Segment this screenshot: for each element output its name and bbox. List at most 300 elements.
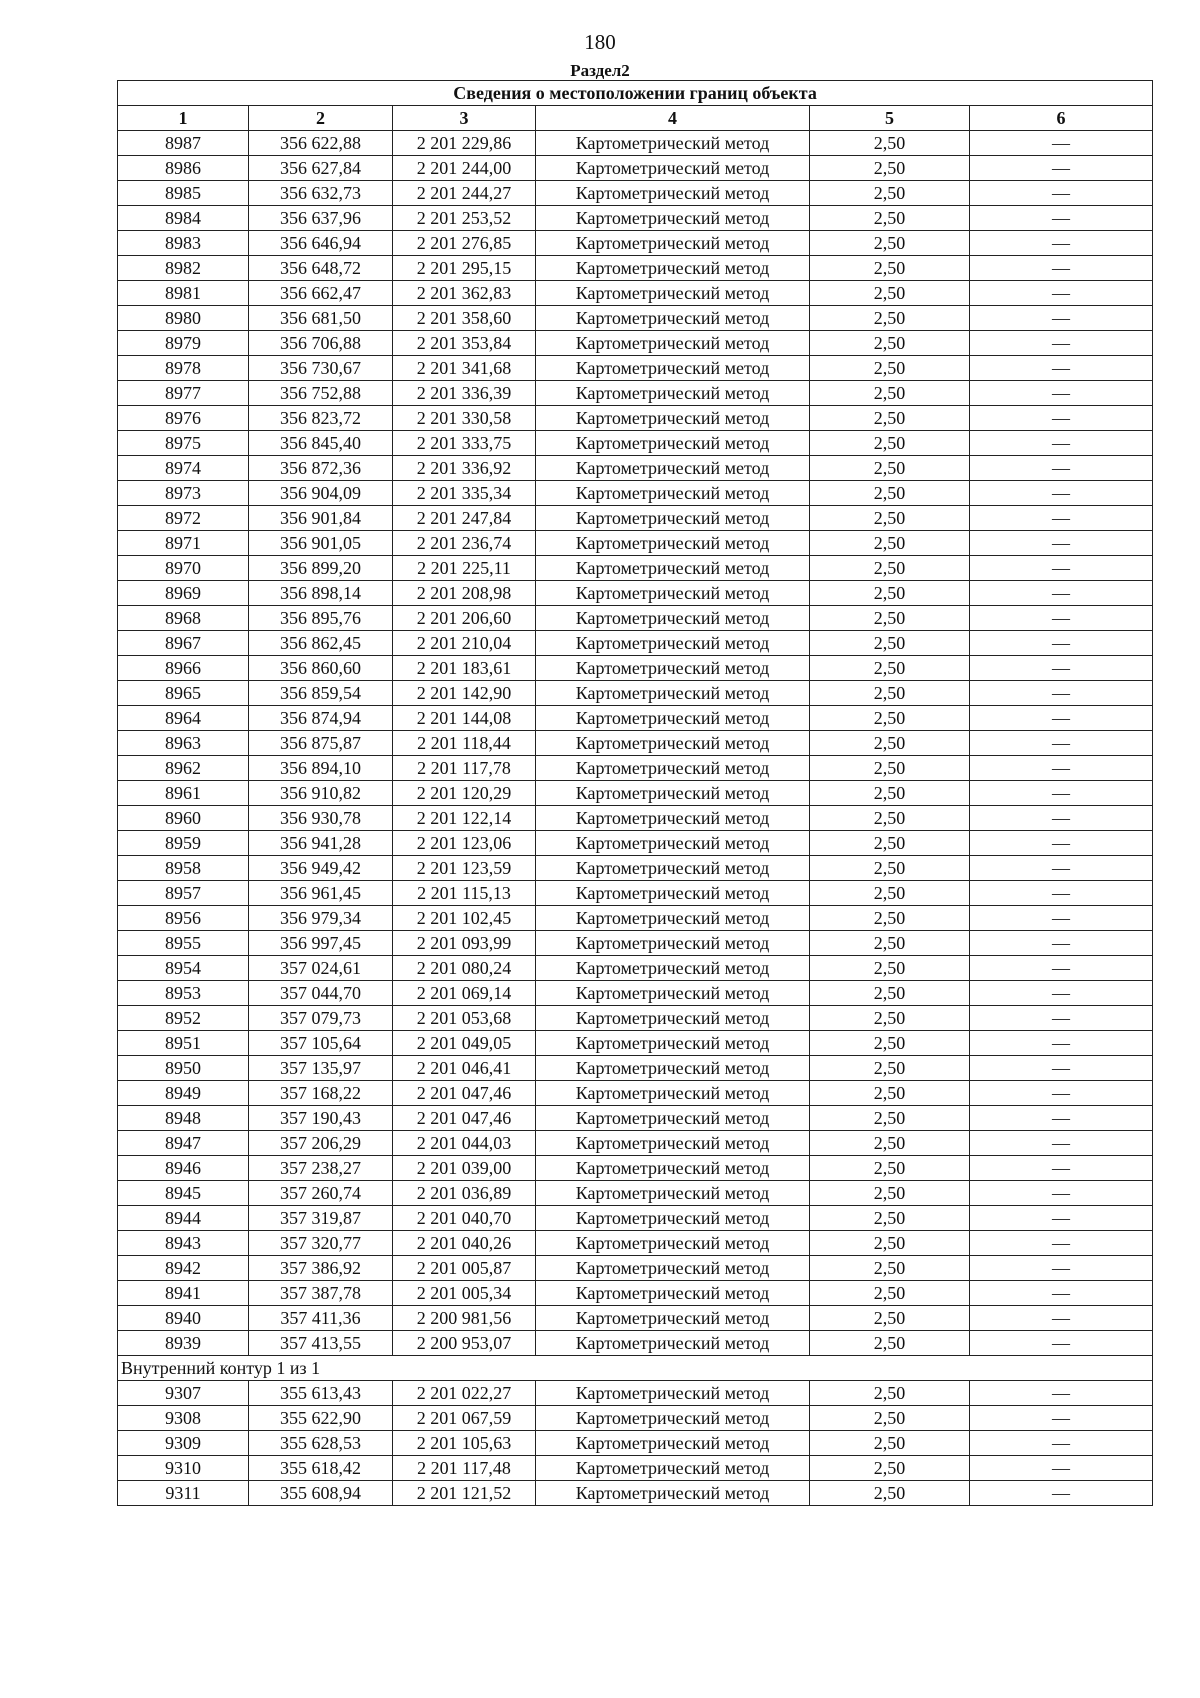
table-row <box>118 1231 1153 1256</box>
x-coordinate-cell: 357 206,29 <box>249 1131 393 1156</box>
inner-contour-body <box>118 1356 1153 1506</box>
x-coordinate-cell: 356 632,73 <box>249 181 393 206</box>
x-coordinate-cell: 357 260,74 <box>249 1181 393 1206</box>
table-row <box>118 1156 1153 1181</box>
method-cell: Картометрический метод <box>536 731 810 756</box>
point-number-cell: 9309 <box>118 1431 249 1456</box>
accuracy-cell: 2,50 <box>810 931 970 956</box>
inner-contour-label: Внутренний контур 1 из 1 <box>118 1356 1153 1381</box>
y-coordinate-cell: 2 201 253,52 <box>393 206 536 231</box>
description-cell: — <box>970 981 1153 1006</box>
point-number-cell: 8957 <box>118 881 249 906</box>
description-cell: — <box>970 831 1153 856</box>
accuracy-cell: 2,50 <box>810 1031 970 1056</box>
x-coordinate-cell: 356 752,88 <box>249 381 393 406</box>
point-number-cell: 8948 <box>118 1106 249 1131</box>
point-number-cell: 8979 <box>118 331 249 356</box>
description-cell: — <box>970 1481 1153 1506</box>
method-cell: Картометрический метод <box>536 1131 810 1156</box>
x-coordinate-cell: 357 105,64 <box>249 1031 393 1056</box>
description-cell: — <box>970 1081 1153 1106</box>
point-number-cell: 8941 <box>118 1281 249 1306</box>
point-number-cell: 8956 <box>118 906 249 931</box>
accuracy-cell: 2,50 <box>810 131 970 156</box>
x-coordinate-cell: 356 730,67 <box>249 356 393 381</box>
point-number-cell: 8966 <box>118 656 249 681</box>
column-header-5: 5 <box>810 106 970 131</box>
x-coordinate-cell: 357 320,77 <box>249 1231 393 1256</box>
description-cell: — <box>970 806 1153 831</box>
accuracy-cell: 2,50 <box>810 531 970 556</box>
x-coordinate-cell: 357 319,87 <box>249 1206 393 1231</box>
accuracy-cell: 2,50 <box>810 956 970 981</box>
y-coordinate-cell: 2 201 335,34 <box>393 481 536 506</box>
accuracy-cell: 2,50 <box>810 906 970 931</box>
point-number-cell: 8964 <box>118 706 249 731</box>
y-coordinate-cell: 2 201 144,08 <box>393 706 536 731</box>
description-cell: — <box>970 731 1153 756</box>
table-row <box>118 456 1153 481</box>
point-number-cell: 8987 <box>118 131 249 156</box>
x-coordinate-cell: 355 622,90 <box>249 1406 393 1431</box>
table-row <box>118 306 1153 331</box>
table-row <box>118 831 1153 856</box>
description-cell: — <box>970 1331 1153 1356</box>
y-coordinate-cell: 2 201 244,27 <box>393 181 536 206</box>
description-cell: — <box>970 906 1153 931</box>
x-coordinate-cell: 356 681,50 <box>249 306 393 331</box>
point-number-cell: 8985 <box>118 181 249 206</box>
y-coordinate-cell: 2 201 049,05 <box>393 1031 536 1056</box>
y-coordinate-cell: 2 201 142,90 <box>393 681 536 706</box>
table-row <box>118 281 1153 306</box>
description-cell: — <box>970 856 1153 881</box>
method-cell: Картометрический метод <box>536 806 810 831</box>
point-number-cell: 8965 <box>118 681 249 706</box>
description-cell: — <box>970 156 1153 181</box>
x-coordinate-cell: 356 845,40 <box>249 431 393 456</box>
x-coordinate-cell: 356 904,09 <box>249 481 393 506</box>
description-cell: — <box>970 481 1153 506</box>
accuracy-cell: 2,50 <box>810 1331 970 1356</box>
table-row <box>118 206 1153 231</box>
y-coordinate-cell: 2 201 046,41 <box>393 1056 536 1081</box>
accuracy-cell: 2,50 <box>810 1106 970 1131</box>
table-row <box>118 481 1153 506</box>
description-cell: — <box>970 656 1153 681</box>
y-coordinate-cell: 2 201 036,89 <box>393 1181 536 1206</box>
method-cell: Картометрический метод <box>536 1206 810 1231</box>
table-row <box>118 1381 1153 1406</box>
page-number: 180 <box>584 30 616 54</box>
method-cell: Картометрический метод <box>536 1481 810 1506</box>
point-number-cell: 8942 <box>118 1256 249 1281</box>
accuracy-cell: 2,50 <box>810 556 970 581</box>
description-cell: — <box>970 206 1153 231</box>
accuracy-cell: 2,50 <box>810 1406 970 1431</box>
table-row <box>118 331 1153 356</box>
x-coordinate-cell: 356 894,10 <box>249 756 393 781</box>
description-cell: — <box>970 306 1153 331</box>
point-number-cell: 8951 <box>118 1031 249 1056</box>
x-coordinate-cell: 356 949,42 <box>249 856 393 881</box>
y-coordinate-cell: 2 201 236,74 <box>393 531 536 556</box>
x-coordinate-cell: 356 930,78 <box>249 806 393 831</box>
accuracy-cell: 2,50 <box>810 431 970 456</box>
point-number-cell: 8946 <box>118 1156 249 1181</box>
y-coordinate-cell: 2 201 276,85 <box>393 231 536 256</box>
accuracy-cell: 2,50 <box>810 606 970 631</box>
point-number-cell: 8961 <box>118 781 249 806</box>
method-cell: Картометрический метод <box>536 156 810 181</box>
x-coordinate-cell: 357 135,97 <box>249 1056 393 1081</box>
y-coordinate-cell: 2 201 069,14 <box>393 981 536 1006</box>
accuracy-cell: 2,50 <box>810 806 970 831</box>
description-cell: — <box>970 1231 1153 1256</box>
x-coordinate-cell: 356 648,72 <box>249 256 393 281</box>
table-row <box>118 906 1153 931</box>
description-cell: — <box>970 406 1153 431</box>
y-coordinate-cell: 2 201 208,98 <box>393 581 536 606</box>
x-coordinate-cell: 355 608,94 <box>249 1481 393 1506</box>
x-coordinate-cell: 357 413,55 <box>249 1331 393 1356</box>
method-cell: Картометрический метод <box>536 556 810 581</box>
table-row <box>118 606 1153 631</box>
point-number-cell: 8959 <box>118 831 249 856</box>
accuracy-cell: 2,50 <box>810 1431 970 1456</box>
table-row <box>118 1106 1153 1131</box>
column-header-6: 6 <box>970 106 1153 131</box>
method-cell: Картометрический метод <box>536 831 810 856</box>
table-row <box>118 1131 1153 1156</box>
point-number-cell: 8955 <box>118 931 249 956</box>
table-row <box>118 631 1153 656</box>
method-cell: Картометрический метод <box>536 431 810 456</box>
table-row <box>118 656 1153 681</box>
point-number-cell: 8977 <box>118 381 249 406</box>
point-number-cell: 8943 <box>118 1231 249 1256</box>
point-number-cell: 8974 <box>118 456 249 481</box>
accuracy-cell: 2,50 <box>810 981 970 1006</box>
y-coordinate-cell: 2 201 053,68 <box>393 1006 536 1031</box>
accuracy-cell: 2,50 <box>810 1206 970 1231</box>
accuracy-cell: 2,50 <box>810 481 970 506</box>
point-number-cell: 8967 <box>118 631 249 656</box>
table-row <box>118 1256 1153 1281</box>
accuracy-cell: 2,50 <box>810 1306 970 1331</box>
x-coordinate-cell: 357 190,43 <box>249 1106 393 1131</box>
y-coordinate-cell: 2 201 022,27 <box>393 1381 536 1406</box>
x-coordinate-cell: 355 613,43 <box>249 1381 393 1406</box>
description-cell: — <box>970 956 1153 981</box>
column-header-4: 4 <box>536 106 810 131</box>
method-cell: Картометрический метод <box>536 531 810 556</box>
accuracy-cell: 2,50 <box>810 756 970 781</box>
accuracy-cell: 2,50 <box>810 856 970 881</box>
table-row <box>118 1181 1153 1206</box>
point-number-cell: 8963 <box>118 731 249 756</box>
point-number-cell: 8954 <box>118 956 249 981</box>
method-cell: Картометрический метод <box>536 256 810 281</box>
accuracy-cell: 2,50 <box>810 331 970 356</box>
accuracy-cell: 2,50 <box>810 581 970 606</box>
description-cell: — <box>970 556 1153 581</box>
point-number-cell: 8976 <box>118 406 249 431</box>
y-coordinate-cell: 2 200 981,56 <box>393 1306 536 1331</box>
method-cell: Картометрический метод <box>536 1231 810 1256</box>
description-cell: — <box>970 506 1153 531</box>
accuracy-cell: 2,50 <box>810 281 970 306</box>
description-cell: — <box>970 706 1153 731</box>
table-row <box>118 406 1153 431</box>
method-cell: Картометрический метод <box>536 881 810 906</box>
y-coordinate-cell: 2 201 047,46 <box>393 1081 536 1106</box>
method-cell: Картометрический метод <box>536 756 810 781</box>
y-coordinate-cell: 2 201 123,59 <box>393 856 536 881</box>
x-coordinate-cell: 357 079,73 <box>249 1006 393 1031</box>
table-row <box>118 556 1153 581</box>
x-coordinate-cell: 356 941,28 <box>249 831 393 856</box>
description-cell: — <box>970 606 1153 631</box>
x-coordinate-cell: 357 386,92 <box>249 1256 393 1281</box>
table-caption: Сведения о местоположении границ объекта <box>118 81 1153 106</box>
table-row <box>118 1081 1153 1106</box>
method-cell: Картометрический метод <box>536 456 810 481</box>
y-coordinate-cell: 2 201 105,63 <box>393 1431 536 1456</box>
y-coordinate-cell: 2 201 183,61 <box>393 656 536 681</box>
accuracy-cell: 2,50 <box>810 1056 970 1081</box>
x-coordinate-cell: 356 646,94 <box>249 231 393 256</box>
x-coordinate-cell: 356 899,20 <box>249 556 393 581</box>
description-cell: — <box>970 531 1153 556</box>
method-cell: Картометрический метод <box>536 1406 810 1431</box>
x-coordinate-cell: 357 387,78 <box>249 1281 393 1306</box>
accuracy-cell: 2,50 <box>810 656 970 681</box>
x-coordinate-cell: 356 895,76 <box>249 606 393 631</box>
accuracy-cell: 2,50 <box>810 1131 970 1156</box>
table-row <box>118 131 1153 156</box>
table-row <box>118 1306 1153 1331</box>
table-row <box>118 806 1153 831</box>
x-coordinate-cell: 356 662,47 <box>249 281 393 306</box>
accuracy-cell: 2,50 <box>810 506 970 531</box>
y-coordinate-cell: 2 201 336,92 <box>393 456 536 481</box>
table-row <box>118 181 1153 206</box>
x-coordinate-cell: 357 238,27 <box>249 1156 393 1181</box>
point-number-cell: 8982 <box>118 256 249 281</box>
description-cell: — <box>970 681 1153 706</box>
x-coordinate-cell: 356 875,87 <box>249 731 393 756</box>
table-row <box>118 1406 1153 1431</box>
method-cell: Картометрический метод <box>536 206 810 231</box>
y-coordinate-cell: 2 201 295,15 <box>393 256 536 281</box>
x-coordinate-cell: 356 910,82 <box>249 781 393 806</box>
description-cell: — <box>970 1406 1153 1431</box>
y-coordinate-cell: 2 201 341,68 <box>393 356 536 381</box>
point-number-cell: 8968 <box>118 606 249 631</box>
method-cell: Картометрический метод <box>536 1106 810 1131</box>
column-header-3: 3 <box>393 106 536 131</box>
method-cell: Картометрический метод <box>536 1031 810 1056</box>
y-coordinate-cell: 2 201 005,34 <box>393 1281 536 1306</box>
method-cell: Картометрический метод <box>536 981 810 1006</box>
y-coordinate-cell: 2 201 005,87 <box>393 1256 536 1281</box>
point-number-cell: 8939 <box>118 1331 249 1356</box>
y-coordinate-cell: 2 201 362,83 <box>393 281 536 306</box>
description-cell: — <box>970 1256 1153 1281</box>
accuracy-cell: 2,50 <box>810 1381 970 1406</box>
table-body <box>118 131 1153 1356</box>
method-cell: Картометрический метод <box>536 706 810 731</box>
point-number-cell: 8947 <box>118 1131 249 1156</box>
point-number-cell: 8975 <box>118 431 249 456</box>
point-number-cell: 8971 <box>118 531 249 556</box>
x-coordinate-cell: 357 044,70 <box>249 981 393 1006</box>
x-coordinate-cell: 356 874,94 <box>249 706 393 731</box>
y-coordinate-cell: 2 201 093,99 <box>393 931 536 956</box>
y-coordinate-cell: 2 201 115,13 <box>393 881 536 906</box>
method-cell: Картометрический метод <box>536 956 810 981</box>
x-coordinate-cell: 355 618,42 <box>249 1456 393 1481</box>
point-number-cell: 8962 <box>118 756 249 781</box>
y-coordinate-cell: 2 201 047,46 <box>393 1106 536 1131</box>
accuracy-cell: 2,50 <box>810 681 970 706</box>
accuracy-cell: 2,50 <box>810 1281 970 1306</box>
section-title: Раздел2 <box>570 61 630 80</box>
method-cell: Картометрический метод <box>536 606 810 631</box>
table-row <box>118 681 1153 706</box>
method-cell: Картометрический метод <box>536 406 810 431</box>
method-cell: Картометрический метод <box>536 581 810 606</box>
table-row <box>118 381 1153 406</box>
method-cell: Картометрический метод <box>536 381 810 406</box>
point-number-cell: 8970 <box>118 556 249 581</box>
accuracy-cell: 2,50 <box>810 881 970 906</box>
point-number-cell: 8944 <box>118 1206 249 1231</box>
description-cell: — <box>970 181 1153 206</box>
y-coordinate-cell: 2 201 225,11 <box>393 556 536 581</box>
x-coordinate-cell: 357 411,36 <box>249 1306 393 1331</box>
y-coordinate-cell: 2 201 244,00 <box>393 156 536 181</box>
table-row <box>118 1431 1153 1456</box>
method-cell: Картометрический метод <box>536 931 810 956</box>
table-row <box>118 581 1153 606</box>
accuracy-cell: 2,50 <box>810 1081 970 1106</box>
method-cell: Картометрический метод <box>536 181 810 206</box>
x-coordinate-cell: 356 706,88 <box>249 331 393 356</box>
method-cell: Картометрический метод <box>536 1281 810 1306</box>
accuracy-cell: 2,50 <box>810 206 970 231</box>
description-cell: — <box>970 881 1153 906</box>
point-number-cell: 9307 <box>118 1381 249 1406</box>
point-number-cell: 8958 <box>118 856 249 881</box>
description-cell: — <box>970 1106 1153 1131</box>
description-cell: — <box>970 581 1153 606</box>
point-number-cell: 8984 <box>118 206 249 231</box>
method-cell: Картометрический метод <box>536 356 810 381</box>
accuracy-cell: 2,50 <box>810 831 970 856</box>
description-cell: — <box>970 231 1153 256</box>
y-coordinate-cell: 2 201 336,39 <box>393 381 536 406</box>
accuracy-cell: 2,50 <box>810 456 970 481</box>
description-cell: — <box>970 1381 1153 1406</box>
description-cell: — <box>970 1006 1153 1031</box>
y-coordinate-cell: 2 201 117,48 <box>393 1456 536 1481</box>
y-coordinate-cell: 2 201 122,14 <box>393 806 536 831</box>
accuracy-cell: 2,50 <box>810 406 970 431</box>
description-cell: — <box>970 1306 1153 1331</box>
description-cell: — <box>970 1431 1153 1456</box>
y-coordinate-cell: 2 201 118,44 <box>393 731 536 756</box>
method-cell: Картометрический метод <box>536 1456 810 1481</box>
accuracy-cell: 2,50 <box>810 781 970 806</box>
y-coordinate-cell: 2 201 229,86 <box>393 131 536 156</box>
method-cell: Картометрический метод <box>536 1256 810 1281</box>
description-cell: — <box>970 381 1153 406</box>
table-row <box>118 156 1153 181</box>
method-cell: Картометрический метод <box>536 856 810 881</box>
y-coordinate-cell: 2 201 210,04 <box>393 631 536 656</box>
description-cell: — <box>970 1281 1153 1306</box>
point-number-cell: 8978 <box>118 356 249 381</box>
column-header-2: 2 <box>249 106 393 131</box>
table-row <box>118 931 1153 956</box>
table-row <box>118 1331 1153 1356</box>
method-cell: Картометрический метод <box>536 481 810 506</box>
y-coordinate-cell: 2 201 123,06 <box>393 831 536 856</box>
description-cell: — <box>970 781 1153 806</box>
x-coordinate-cell: 356 637,96 <box>249 206 393 231</box>
y-coordinate-cell: 2 201 353,84 <box>393 331 536 356</box>
accuracy-cell: 2,50 <box>810 306 970 331</box>
x-coordinate-cell: 356 860,60 <box>249 656 393 681</box>
inner-contour-row <box>118 1356 1153 1381</box>
method-cell: Картометрический метод <box>536 681 810 706</box>
table-row <box>118 881 1153 906</box>
column-header-1: 1 <box>118 106 249 131</box>
x-coordinate-cell: 356 997,45 <box>249 931 393 956</box>
point-number-cell: 8983 <box>118 231 249 256</box>
description-cell: — <box>970 331 1153 356</box>
table-row <box>118 506 1153 531</box>
description-cell: — <box>970 281 1153 306</box>
accuracy-cell: 2,50 <box>810 1256 970 1281</box>
point-number-cell: 9311 <box>118 1481 249 1506</box>
table-row <box>118 706 1153 731</box>
description-cell: — <box>970 1131 1153 1156</box>
y-coordinate-cell: 2 201 040,26 <box>393 1231 536 1256</box>
accuracy-cell: 2,50 <box>810 1156 970 1181</box>
method-cell: Картометрический метод <box>536 906 810 931</box>
point-number-cell: 8973 <box>118 481 249 506</box>
y-coordinate-cell: 2 201 358,60 <box>393 306 536 331</box>
method-cell: Картометрический метод <box>536 631 810 656</box>
accuracy-cell: 2,50 <box>810 631 970 656</box>
description-cell: — <box>970 1031 1153 1056</box>
description-cell: — <box>970 131 1153 156</box>
y-coordinate-cell: 2 201 333,75 <box>393 431 536 456</box>
x-coordinate-cell: 356 627,84 <box>249 156 393 181</box>
method-cell: Картометрический метод <box>536 1331 810 1356</box>
description-cell: — <box>970 356 1153 381</box>
table-row <box>118 1031 1153 1056</box>
accuracy-cell: 2,50 <box>810 706 970 731</box>
accuracy-cell: 2,50 <box>810 1456 970 1481</box>
description-cell: — <box>970 1456 1153 1481</box>
y-coordinate-cell: 2 201 040,70 <box>393 1206 536 1231</box>
method-cell: Картометрический метод <box>536 1006 810 1031</box>
description-cell: — <box>970 756 1153 781</box>
